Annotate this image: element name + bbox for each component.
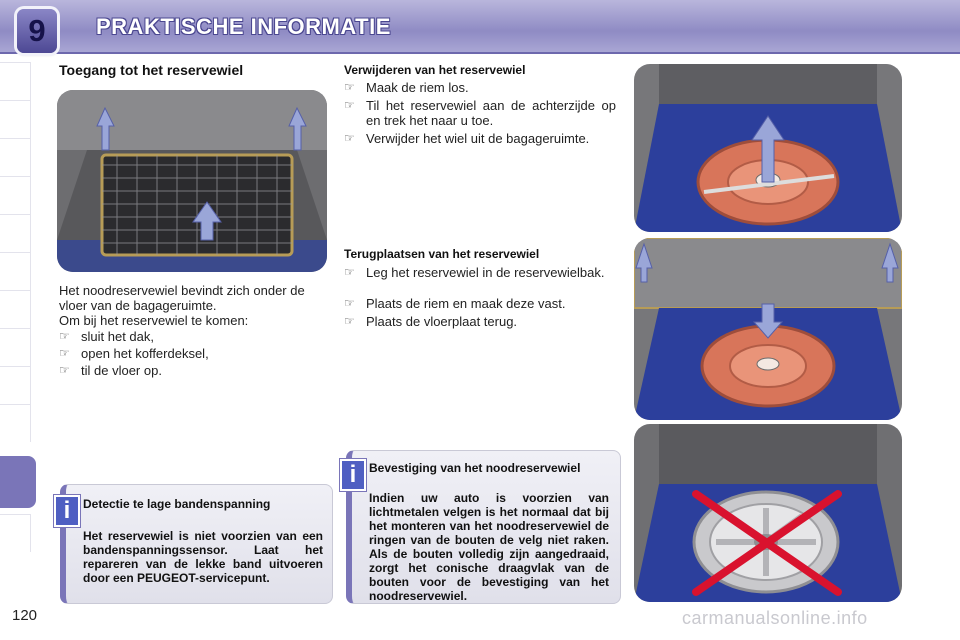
- chapter-tab[interactable]: [0, 404, 31, 442]
- pointing-hand-icon: ☞: [344, 265, 355, 279]
- info-box-title: Detectie te lage bandenspanning: [83, 497, 271, 511]
- watermark: carmanualsonline.info: [682, 608, 868, 628]
- spare-wheel-removal-photo: [634, 64, 902, 232]
- pointing-hand-icon: ☞: [344, 98, 355, 112]
- chapter-badge: [17, 9, 57, 53]
- chapter-tabs: [0, 62, 34, 582]
- chapter-tab[interactable]: [0, 366, 31, 404]
- list-item: ☞ Verwijder het wiel uit de bagageruimte.: [344, 131, 590, 146]
- paragraph-location: Het noodreservewiel bevindt zich onder de vloer van de bagageruimte.: [59, 283, 305, 313]
- list-item: ☞ til de vloer op.: [59, 363, 162, 378]
- chapter-tab[interactable]: [0, 252, 31, 290]
- info-box-pressure-detection: [60, 484, 333, 604]
- page-number: 120: [12, 607, 38, 624]
- info-box-spare-mounting: [346, 450, 621, 604]
- pointing-hand-icon: ☞: [344, 131, 355, 145]
- pointing-hand-icon: ☞: [344, 296, 355, 310]
- header-rule: [0, 52, 960, 54]
- section-title-removal: Verwijderen van het reservewiel: [344, 63, 526, 77]
- list-item: ☞ Til het reservewiel aan de achterzijde op en trek het naar u toe.: [344, 98, 616, 128]
- alloy-wheel-not-allowed-photo: [634, 424, 902, 602]
- pointing-hand-icon: ☞: [344, 314, 355, 328]
- list-item: ☞ Plaats de riem en maak deze vast.: [344, 296, 566, 311]
- list-item: ☞ sluit het dak,: [59, 329, 154, 344]
- info-icon: i: [54, 495, 80, 527]
- pointing-hand-icon: ☞: [59, 363, 70, 377]
- chapter-tab[interactable]: [0, 290, 31, 328]
- spare-wheel-refit-photo: [634, 238, 902, 420]
- pointing-hand-icon: ☞: [59, 346, 70, 360]
- chapter-tab[interactable]: [0, 514, 31, 552]
- chapter-tab[interactable]: [0, 176, 31, 214]
- chapter-tab[interactable]: [0, 100, 31, 138]
- chapter-number: 9: [28, 13, 46, 48]
- info-icon: i: [340, 459, 366, 491]
- chapter-tab[interactable]: [0, 62, 31, 100]
- list-item: ☞ Plaats de vloerplaat terug.: [344, 314, 518, 329]
- list-item: ☞ open het kofferdeksel,: [59, 346, 209, 361]
- info-box-title: Bevestiging van het noodreservewiel: [369, 461, 581, 475]
- chapter-tab-active[interactable]: [0, 456, 36, 508]
- list-item: ☞ Leg het reservewiel in de reservewielbak.: [344, 265, 605, 280]
- pointing-hand-icon: ☞: [344, 80, 355, 94]
- info-box-text: Indien uw auto is voorzien van lichtmetalen velgen is het normaal dat bij het monteren van het noodreservewiel de ringen van de bouten de velg niet raken. Als de bouten volledig zijn aangedraaid, zorgt het conische draagvlak van de bouten voor de bevestiging van het noodreservewiel.: [369, 491, 609, 603]
- info-box-text: Het reservewiel is niet voorzien van een bandenspanningssensor. Laat het repareren van de lekke band uitvoeren door een PEUGEOT-servicepunt.: [83, 529, 323, 585]
- list-item: ☞ Maak de riem los.: [344, 80, 469, 95]
- chapter-tab[interactable]: [0, 214, 31, 252]
- page-title: PRAKTISCHE INFORMATIE: [96, 14, 391, 39]
- chapter-tab[interactable]: [0, 328, 31, 366]
- section-title-access: Toegang tot het reservewiel: [59, 62, 244, 78]
- pointing-hand-icon: ☞: [59, 329, 70, 343]
- section-title-refit: Terugplaatsen van het reservewiel: [344, 247, 540, 261]
- paragraph-access: Om bij het reservewiel te komen:: [59, 313, 249, 328]
- chapter-tab[interactable]: [0, 138, 31, 176]
- trunk-floor-photo: [57, 90, 327, 272]
